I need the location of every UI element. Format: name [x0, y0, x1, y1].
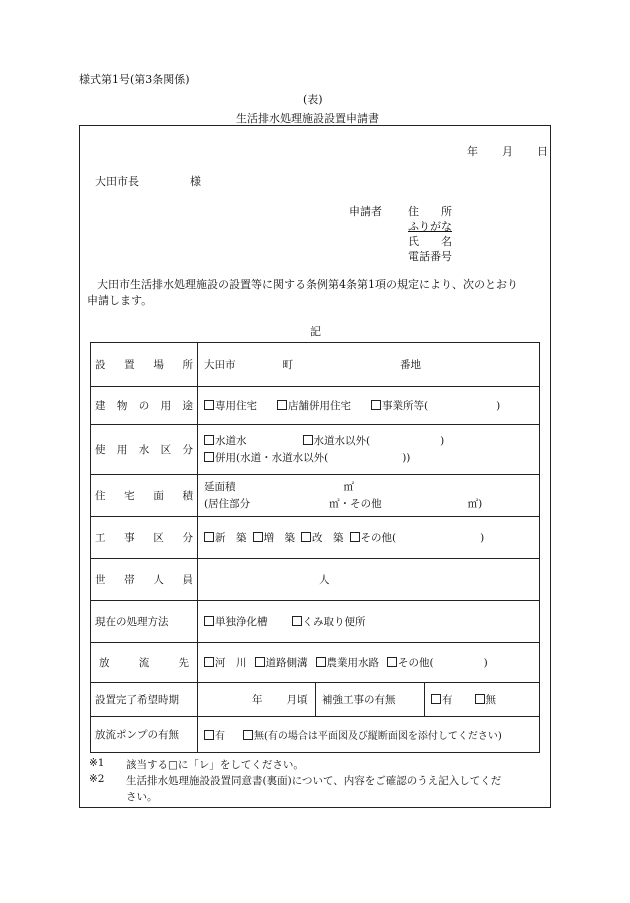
- row-work: [91, 517, 540, 559]
- water-options: 水道水 水道水以外( ) 併用(水道・水道水以外( )): [198, 425, 540, 475]
- date-month: 月: [502, 145, 513, 158]
- note-2-text-b: さい。: [126, 791, 158, 803]
- water-checkbox-2[interactable]: [303, 435, 313, 445]
- row-pump: [91, 717, 540, 753]
- note-2-text-a: 生活排水処理施設設置同意書(裏面)について、内容をご確認のうえ記入してくだ: [126, 775, 502, 787]
- applicant-address-label: 住 所: [408, 205, 452, 218]
- household-field[interactable]: 人: [198, 559, 540, 601]
- discharge-options: 河 川 道路側溝 農業用水路 その他( ): [198, 643, 540, 683]
- water-checkbox-1[interactable]: [204, 435, 214, 445]
- ki-heading: 記: [310, 325, 321, 338]
- work-checkbox-4[interactable]: [350, 532, 360, 542]
- pump-checkbox-yes[interactable]: [204, 730, 214, 740]
- usage-options: 専用住宅 店舗併用住宅 事業所等( ): [198, 387, 540, 425]
- usage-checkbox-1[interactable]: [204, 400, 214, 410]
- label-pump: 放流ポンプの有無: [91, 717, 198, 753]
- label-usage: 建 物 の 用 途: [91, 387, 198, 425]
- note-1-mark: ※1: [89, 757, 105, 769]
- discharge-checkbox-4[interactable]: [387, 657, 397, 667]
- work-options: 新 築 増 築 改 築 その他( ): [198, 517, 540, 559]
- row-water: [91, 425, 540, 475]
- body-text-line1: 大田市生活排水処理施設の設置等に関する条例第4条第1項の規定により、次のとおり: [97, 278, 518, 291]
- label-current: 現在の処理方法: [91, 601, 198, 643]
- row-area: [91, 475, 540, 517]
- date-day: 日: [537, 145, 548, 158]
- row-discharge: [91, 643, 540, 683]
- usage-checkbox-3[interactable]: [371, 400, 381, 410]
- usage-checkbox-2[interactable]: [277, 400, 287, 410]
- application-table: [90, 342, 540, 753]
- current-options: 単独浄化槽 くみ取り便所: [198, 601, 540, 643]
- location-field[interactable]: 大田市 町 番地: [198, 343, 540, 387]
- label-household: 世 帯 人 員: [91, 559, 198, 601]
- discharge-checkbox-3[interactable]: [316, 657, 326, 667]
- applicant-phone-label: 電話番号: [408, 250, 452, 263]
- pump-checkbox-no[interactable]: [243, 730, 253, 740]
- body-text-line2: 申請します。: [87, 294, 153, 307]
- note-2-mark: ※2: [89, 773, 105, 785]
- date-year: 年: [467, 145, 478, 158]
- current-checkbox-2[interactable]: [292, 616, 302, 626]
- label-work: 工 事 区 分: [91, 517, 198, 559]
- reinforce-checkbox-no[interactable]: [475, 694, 485, 704]
- page-side-label: (表): [303, 93, 323, 106]
- row-current: [91, 601, 540, 643]
- work-checkbox-3[interactable]: [301, 532, 311, 542]
- current-checkbox-1[interactable]: [204, 616, 214, 626]
- pump-options: 有 無(有の場合は平面図及び縦断面図を添付してください): [198, 717, 540, 753]
- reinforce-checkbox-yes[interactable]: [431, 694, 441, 704]
- form-number: 様式第1号(第3条関係): [79, 73, 190, 86]
- label-area: 住 宅 面 積: [91, 475, 198, 517]
- reinforce-options: 有 無: [425, 683, 540, 717]
- row-household: [91, 559, 540, 601]
- applicant-name-label: 氏 名: [408, 235, 452, 248]
- row-completion: [91, 683, 540, 717]
- work-checkbox-2[interactable]: [253, 532, 263, 542]
- completion-field[interactable]: 年 月頃: [198, 683, 316, 717]
- row-location: [91, 343, 540, 387]
- label-completion: 設置完了希望時期: [91, 683, 198, 717]
- applicant-furigana-label: ふりがな: [408, 220, 452, 233]
- applicant-label: 申請者: [349, 205, 382, 218]
- label-discharge: 放 流 先: [91, 643, 198, 683]
- discharge-checkbox-1[interactable]: [204, 657, 214, 667]
- label-water: 使 用 水 区 分: [91, 425, 198, 475]
- water-checkbox-3[interactable]: [204, 452, 214, 462]
- label-location: 設 置 場 所: [91, 343, 198, 387]
- area-field[interactable]: 延面積 ㎡ (居住部分 ㎡・その他 ㎡): [198, 475, 540, 517]
- work-checkbox-1[interactable]: [204, 532, 214, 542]
- addressee-name: 大田市長: [95, 175, 139, 188]
- row-usage: [91, 387, 540, 425]
- label-reinforce: 補強工事の有無: [316, 683, 425, 717]
- addressee-honorific: 様: [190, 175, 201, 188]
- discharge-checkbox-2[interactable]: [255, 657, 265, 667]
- note-1-text: 該当する□に「レ」をしてください。: [126, 759, 304, 771]
- form-title: 生活排水処理施設設置申請書: [236, 112, 379, 125]
